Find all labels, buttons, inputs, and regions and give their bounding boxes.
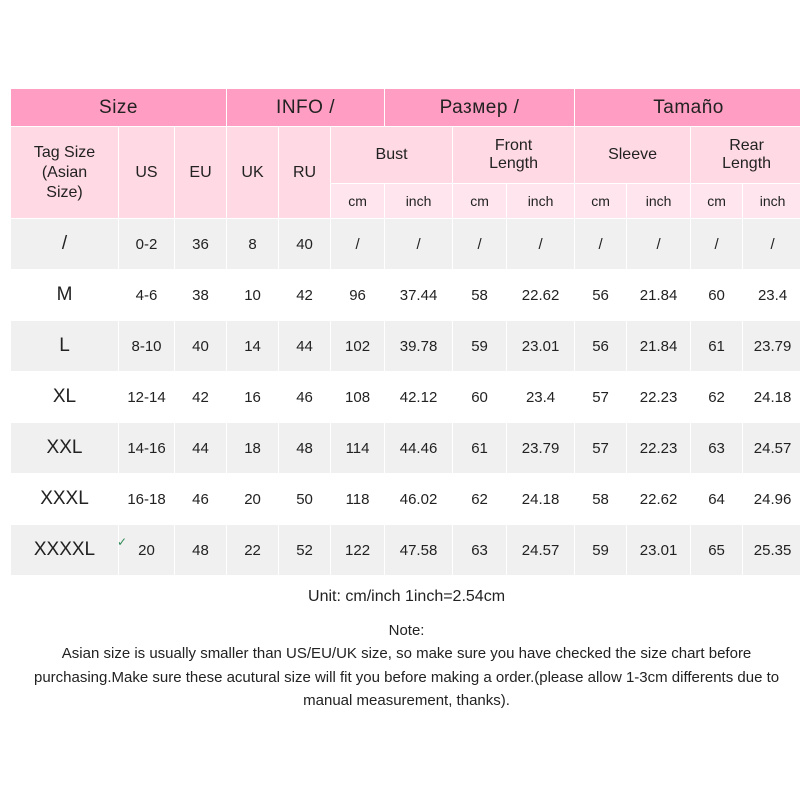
cell-rear-inch: 23.4: [743, 270, 800, 321]
header-tag-size-line2: (Asian: [41, 163, 88, 181]
cell-sleeve-inch: 21.84: [627, 270, 691, 321]
cell-bust-cm: 114: [331, 423, 385, 474]
cell-rear-cm: 65: [691, 525, 743, 576]
cell-us: 12-14: [119, 372, 175, 423]
header-rear-inch: inch: [743, 184, 800, 219]
cell-bust-cm: 108: [331, 372, 385, 423]
footer-note-title: Note:: [388, 622, 425, 639]
header-us: US: [119, 127, 175, 219]
cell-eu: 44: [175, 423, 227, 474]
cell-ru: 42: [279, 270, 331, 321]
cell-sleeve-cm: 57: [575, 372, 627, 423]
cell-uk: 8: [227, 219, 279, 270]
cell-tag-size: XL: [11, 372, 119, 423]
cell-bust-cm: 96: [331, 270, 385, 321]
header-rear-length-line1: Rear: [729, 137, 764, 154]
cell-front-inch: /: [507, 219, 575, 270]
table-row: [11, 270, 800, 321]
header-tag-size-line3: Size): [46, 183, 83, 201]
cell-front-cm: 63: [453, 525, 507, 576]
header-front-inch: inch: [507, 184, 575, 219]
band-label-razmer: Размер /: [385, 89, 575, 127]
cell-us: 4-6: [119, 270, 175, 321]
cell-tag-size: L: [11, 321, 119, 372]
cell-ru: 52: [279, 525, 331, 576]
table-row: [11, 219, 800, 270]
footer-note-body: Asian size is usually smaller than US/EU/UK size, so make sure you have checked the size chart before purchasing.Make sure these acutural size will fit you before making a order.(please allow 1-3cm differents due to manual measurement, thanks).: [33, 645, 780, 709]
cell-rear-inch: 23.79: [743, 321, 800, 372]
cell-rear-inch: /: [743, 219, 800, 270]
header-tag-size: [11, 127, 119, 219]
header-sleeve-inch: inch: [627, 184, 691, 219]
cell-rear-inch: 25.35: [743, 525, 800, 576]
cell-sleeve-cm: 59: [575, 525, 627, 576]
cell-tag-size: /: [11, 219, 119, 270]
cell-front-cm: 59: [453, 321, 507, 372]
header-row-main: [11, 127, 800, 184]
cell-bust-cm: /: [331, 219, 385, 270]
cell-rear-cm: /: [691, 219, 743, 270]
table-row: [11, 372, 800, 423]
title-band-row: [11, 89, 800, 127]
cell-rear-cm: 64: [691, 474, 743, 525]
cell-uk: 22: [227, 525, 279, 576]
cell-bust-inch: 47.58: [385, 525, 453, 576]
cell-sleeve-inch: 23.01: [627, 525, 691, 576]
cell-uk: 10: [227, 270, 279, 321]
cell-sleeve-cm: 58: [575, 474, 627, 525]
cell-sleeve-cm: 56: [575, 270, 627, 321]
table-row: [11, 321, 800, 372]
cell-tag-size: XXXL: [11, 474, 119, 525]
cell-us: 14-16: [119, 423, 175, 474]
header-ru: RU: [279, 127, 331, 219]
cell-bust-cm: 118: [331, 474, 385, 525]
header-bust-inch: inch: [385, 184, 453, 219]
header-tag-size-line1: Tag Size: [33, 143, 96, 161]
cell-eu: 40: [175, 321, 227, 372]
table-row: [11, 525, 800, 576]
cell-uk: 20: [227, 474, 279, 525]
footer-unit-text: Unit: cm/inch 1inch=2.54cm: [11, 576, 800, 619]
cell-bust-cm: 102: [331, 321, 385, 372]
cell-uk: 16: [227, 372, 279, 423]
cell-rear-inch: 24.57: [743, 423, 800, 474]
cell-sleeve-inch: 22.23: [627, 372, 691, 423]
check-mark-icon: ✓: [117, 535, 128, 549]
footer-note-row: [11, 619, 800, 713]
band-label-size: Size: [11, 89, 227, 127]
cell-rear-inch: 24.96: [743, 474, 800, 525]
cell-ru: 44: [279, 321, 331, 372]
cell-us: 0-2: [119, 219, 175, 270]
cell-eu: 42: [175, 372, 227, 423]
header-bust-cm: cm: [331, 184, 385, 219]
cell-front-inch: 24.57: [507, 525, 575, 576]
header-bust: Bust: [331, 127, 453, 184]
cell-eu: 46: [175, 474, 227, 525]
cell-bust-inch: 46.02: [385, 474, 453, 525]
header-uk: UK: [227, 127, 279, 219]
cell-front-inch: 23.01: [507, 321, 575, 372]
footer-unit-row: [11, 576, 800, 619]
size-chart-container: [10, 88, 790, 713]
cell-eu: 36: [175, 219, 227, 270]
header-eu: EU: [175, 127, 227, 219]
cell-tag-size: XXL: [11, 423, 119, 474]
header-front-length-line1: Front: [494, 137, 533, 154]
cell-bust-inch: 37.44: [385, 270, 453, 321]
cell-front-cm: 61: [453, 423, 507, 474]
cell-rear-cm: 62: [691, 372, 743, 423]
cell-bust-inch: 42.12: [385, 372, 453, 423]
cell-front-inch: 22.62: [507, 270, 575, 321]
cell-front-inch: 23.79: [507, 423, 575, 474]
cell-front-inch: 24.18: [507, 474, 575, 525]
cell-rear-cm: 61: [691, 321, 743, 372]
cell-front-cm: 60: [453, 372, 507, 423]
cell-ru: 40: [279, 219, 331, 270]
header-rear-length: [691, 127, 800, 184]
cell-sleeve-cm: /: [575, 219, 627, 270]
cell-front-cm: 62: [453, 474, 507, 525]
header-sleeve: Sleeve: [575, 127, 691, 184]
cell-front-cm: /: [453, 219, 507, 270]
table-row: [11, 474, 800, 525]
header-rear-cm: cm: [691, 184, 743, 219]
cell-sleeve-inch: /: [627, 219, 691, 270]
header-front-cm: cm: [453, 184, 507, 219]
size-chart-table: [10, 88, 800, 713]
cell-bust-inch: /: [385, 219, 453, 270]
cell-tag-size: M: [11, 270, 119, 321]
cell-sleeve-cm: 57: [575, 423, 627, 474]
cell-sleeve-inch: 21.84: [627, 321, 691, 372]
footer-note: [11, 619, 800, 713]
cell-rear-cm: 63: [691, 423, 743, 474]
cell-front-inch: 23.4: [507, 372, 575, 423]
cell-sleeve-cm: 56: [575, 321, 627, 372]
cell-bust-inch: 39.78: [385, 321, 453, 372]
cell-ru: 50: [279, 474, 331, 525]
cell-front-cm: 58: [453, 270, 507, 321]
cell-bust-inch: 44.46: [385, 423, 453, 474]
cell-eu: 48: [175, 525, 227, 576]
header-front-length: [453, 127, 575, 184]
cell-us: 8-10: [119, 321, 175, 372]
cell-us: 20: [119, 525, 175, 576]
cell-sleeve-inch: 22.62: [627, 474, 691, 525]
cell-tag-size: XXXXL: [11, 525, 119, 576]
band-label-info: INFO /: [227, 89, 385, 127]
header-rear-length-line2: Length: [722, 155, 772, 172]
cell-bust-cm: 122: [331, 525, 385, 576]
cell-uk: 14: [227, 321, 279, 372]
band-label-tamano: Tamaño: [575, 89, 800, 127]
header-sleeve-cm: cm: [575, 184, 627, 219]
cell-sleeve-inch: 22.23: [627, 423, 691, 474]
cell-ru: 46: [279, 372, 331, 423]
table-row: [11, 423, 800, 474]
cell-us: 16-18: [119, 474, 175, 525]
cell-ru: 48: [279, 423, 331, 474]
header-front-length-line2: Length: [489, 155, 538, 172]
cell-uk: 18: [227, 423, 279, 474]
cell-rear-cm: 60: [691, 270, 743, 321]
cell-rear-inch: 24.18: [743, 372, 800, 423]
cell-eu: 38: [175, 270, 227, 321]
